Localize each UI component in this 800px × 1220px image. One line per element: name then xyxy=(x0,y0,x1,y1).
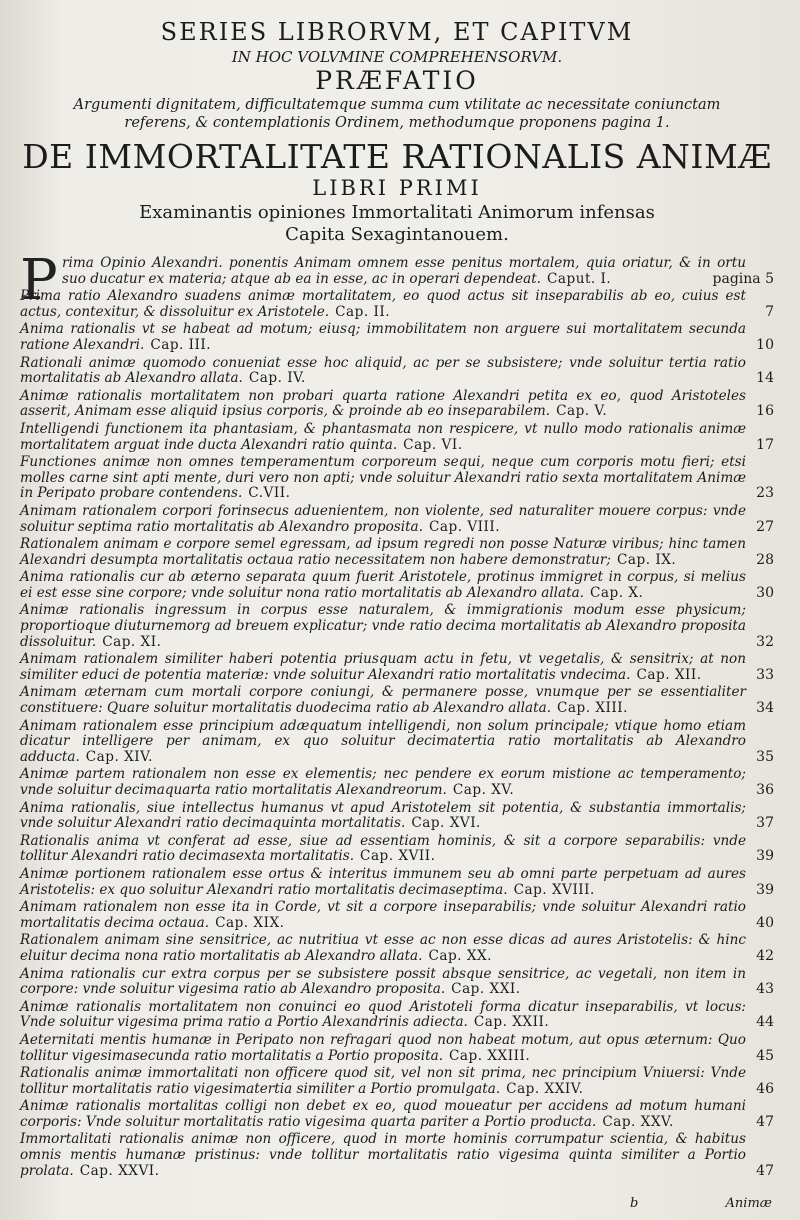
page-number: 37 xyxy=(756,815,774,832)
chapter-text: Rationalem animam sine sensitrice, ac nutritiua vt esse ac non esse dicas ad aures Aristotelis: & hinc eluitur decima nona ratio mortalitatis ab Alexandro allata. xyxy=(20,932,746,964)
chapter-entry xyxy=(20,685,774,716)
chapter-number: Cap. III. xyxy=(150,336,212,353)
page-number: 17 xyxy=(756,436,774,453)
chapter-entry xyxy=(20,570,774,601)
liber-heading: LIBRI PRIMI xyxy=(312,176,482,200)
chapter-number: Cap. VI. xyxy=(403,436,463,453)
chapter-entry xyxy=(20,455,774,502)
chapter-number: Cap. XIV. xyxy=(85,748,153,765)
chapter-number: Cap. XXIII. xyxy=(449,1047,531,1064)
chapter-number: Cap. XIX. xyxy=(215,914,285,931)
chapter-text: Animæ rationalis mortalitatem non probari quarta ratione Alexandri petita ex eo, quod Aristoteles asserit, Animam esse aliquid ipsius corporis, & proinde ab eo inseparabilem. xyxy=(20,387,746,420)
chapter-text: Animam æternam cum mortali corpore coniungi, & permanere posse, vnumque per se essentialiter constituere: Quare soluitur mortalitatis duodecima ratio ab Alexandro allata. xyxy=(20,684,746,717)
chapter-text: Rationali animæ quomodo conueniat esse hoc aliquid, ac per se subsistere; vnde soluitur tertia ratio mortalitatis ab Alexandro allata. xyxy=(20,354,746,387)
chapter-text: Functiones animæ non omnes temperamentum corporeum sequi, neque cum corporis motu fieri; etsi molles carne sint apti mente, duri vero non apti; vnde soluitur Alexandri ratio sexta mortalitatem Animæ in Peripato probare contendens. xyxy=(20,454,746,502)
praefatio-description: Argumenti dignitatem, difficultatemque summa cum vtilitate ac necessitate coniunctam referens, & contemplationis Ordinem, methodumque proponens pagina 1. xyxy=(73,97,721,131)
chapter-text: Animam rationalem corpori forinsecus aduenientem, non violente, sed naturaliter mouere corpus: vnde soluitur septima ratio mortalitatis ab Alexandro proposita. xyxy=(20,502,746,535)
page-number: 39 xyxy=(756,881,774,898)
page-number: 34 xyxy=(756,700,774,717)
subtitle-line-2: Capita Sexagintanouem. xyxy=(285,224,509,245)
chapter-number: Cap. XX. xyxy=(428,947,492,964)
chapter-number: Cap. XVII. xyxy=(360,848,436,865)
chapter-entry xyxy=(20,767,774,798)
page-number: 46 xyxy=(756,1080,774,1097)
page-number: 36 xyxy=(756,782,774,798)
signature-mark: b xyxy=(630,1196,639,1211)
chapter-text: Rationalem animam e corpore semel egressam, ad ipsum regredi non posse Naturæ viribus; hinc tamen Alexandri desumpta mortalitatis octaua ratio necessitatem non habere demonstratur; xyxy=(20,536,746,568)
page-number: 32 xyxy=(756,633,774,650)
page-number: 30 xyxy=(756,584,774,601)
page-number: 23 xyxy=(756,485,774,502)
page-number: 47 xyxy=(756,1162,774,1179)
chapter-entry xyxy=(20,389,774,420)
chapter-text: Animæ rationalis mortalitatem non conuinci eo quod Aristoteli forma dicatur inseparabilis, vt locus: Vnde soluitur vigesima prima ratio a Portio Alexandrinis adiecta. xyxy=(20,998,746,1031)
chapter-text: Animam rationalem non esse ita in Corde, vt sit a corpore inseparabilis; vnde soluitur Alexandri ratio mortalitatis decima octaua. xyxy=(20,899,746,931)
chapter-entry xyxy=(20,504,774,535)
chapter-text: Anima rationalis cur ab æterno separata quum fuerit Aristotele, protinus immigret in corpus, si melius ei est esse sine corpore; vnde soluitur nona ratio mortalitatis ab Alexandro allata. xyxy=(20,569,746,601)
chapter-number: Cap. XXII. xyxy=(473,1014,550,1031)
chapter-entry xyxy=(20,933,774,964)
catchword: Animæ xyxy=(725,1196,772,1211)
chapter-number: Caput. I. xyxy=(546,270,612,287)
page-number: 16 xyxy=(756,403,774,420)
chapter-entry xyxy=(20,537,774,568)
chapter-entry xyxy=(20,1099,774,1130)
chapter-number: Cap. VIII. xyxy=(428,518,501,535)
page-number: 45 xyxy=(756,1047,774,1064)
chapter-number: Cap. XXI. xyxy=(451,981,521,998)
page-number: 47 xyxy=(756,1113,774,1130)
chapter-text: Animæ portionem rationalem esse ortus & interitus immunem seu ab omni parte perpetuam ad aures Aristotelis: ex quo soluitur Alexandri ratio mortalitatis decimaseptima. xyxy=(20,865,746,898)
chapter-number: Cap. XVIII. xyxy=(513,881,595,898)
chapter-entry xyxy=(20,867,774,898)
chapter-number: Cap. XXV. xyxy=(602,1113,674,1130)
chapter-number: Cap. X. xyxy=(590,584,644,601)
page-number: 28 xyxy=(756,551,774,568)
page-number: 14 xyxy=(756,370,774,387)
chapter-text: Immortalitati rationalis animæ non officere, quod in morte hominis corrumpatur scientia, & habitus omnis mentis humanæ pristinus: vnde tollitur mortalitatis ratio vigesima quinta similiter a Portio prolata. xyxy=(20,1131,746,1179)
series-subtitle: IN HOC VOLVMINE COMPREHENSORVM. xyxy=(231,48,563,66)
chapter-text: Animæ rationalis mortalitas colligi non debet ex eo, quod moueatur per accidens ad motum humani corporis: Vnde soluitur mortalitatis ratio vigesima quarta pariter a Portio producta. xyxy=(20,1098,746,1130)
chapter-text: Anima rationalis, siue intellectus humanus vt apud Aristotelem sit potentia, & substantia immortalis; vnde soluitur Alexandri ratio decimaquinta mortalitatis. xyxy=(20,799,746,832)
chapter-entry xyxy=(20,1000,774,1031)
chapter-entry xyxy=(20,289,774,320)
subtitle-line-1: Examinantis opiniones Immortalitati Animorum infensas xyxy=(139,202,655,223)
page-number: 40 xyxy=(756,914,774,931)
chapter-text: Animam rationalem esse principium adæquatum intelligendi, non solum principale; vtique homo etiam dicatur intelligere per animam, ex quo soluitur decimatertia ratio mortalitatis ab Alexandro adducta. xyxy=(20,717,746,765)
page-number: 39 xyxy=(756,848,774,865)
chapter-entry xyxy=(20,801,774,832)
chapter-list xyxy=(20,248,774,1179)
chapter-entry xyxy=(20,900,774,931)
chapter-number: Cap. IV. xyxy=(248,370,306,387)
chapter-number: Cap. II. xyxy=(335,303,391,320)
page-footer xyxy=(0,1196,772,1216)
chapter-number: Cap. XXIV. xyxy=(506,1080,584,1097)
chapter-text: Rationalis animæ immortalitati non officere quod sit, vel non sit prima, nec principium Vniuersi: Vnde tollitur mortalitatis ratio vigesimatertia similiter a Portio promulgata. xyxy=(20,1065,746,1097)
chapter-text: Anima rationalis vt se habeat ad motum; eiusq; immobilitatem non arguere sui mortalitatem secunda ratione Alexandri. xyxy=(20,321,746,353)
page-number: 44 xyxy=(756,1014,774,1031)
chapter-text: Intelligendi functionem ita phantasiam, & phantasmata non respicere, vt nullo modo rationalis animæ mortalitatem arguat inde ducta Alexandri ratio quinta. xyxy=(20,420,746,453)
page-number: pagina 5 xyxy=(712,270,774,287)
chapter-entry xyxy=(20,322,774,353)
chapter-entry xyxy=(20,1132,774,1179)
chapter-entry xyxy=(20,652,774,683)
chapter-number: Cap. XVI. xyxy=(411,815,481,832)
drop-capital: P xyxy=(20,248,58,313)
main-title: DE IMMORTALITATE RATIONALIS ANIMÆ xyxy=(22,137,772,176)
page-number: 35 xyxy=(756,748,774,765)
chapter-entry xyxy=(20,834,774,865)
chapter-entry xyxy=(20,1033,774,1064)
chapter-number: Cap. XI. xyxy=(102,633,162,650)
chapter-number: C.VII. xyxy=(248,485,291,502)
chapter-text: Aeternitati mentis humanæ in Peripato non refragari quod non habeat motum, aut opus æternum: Quo tollitur vigesimasecunda ratio mortalitatis a Portio proposita. xyxy=(20,1031,746,1064)
chapter-text: rima Opinio Alexandri. ponentis Animam omnem esse penitus mortalem, quia oriatur, & in ortu suo ducatur ex materia; atque ab ea in esse, ac in operari dependeat. xyxy=(62,255,746,287)
chapter-text: Animam rationalem similiter haberi potentia priusquam actu in fetu, vt vegetalis, & sensitrix; at non similiter educi de potentia materiæ: vnde soluitur Alexandri ratio mortalitatis vndecima. xyxy=(20,651,746,683)
page-number: 42 xyxy=(756,947,774,964)
page-number: 43 xyxy=(756,981,774,998)
chapter-text: Prima ratio Alexandro suadens animæ mortalitatem, eo quod actus sit inseparabilis ab eo, cuius est actus, contexitur, & dissoluitur ex Aristotele. xyxy=(20,288,746,320)
chapter-number: Cap. XXVI. xyxy=(79,1162,160,1179)
series-title: SERIES LIBRORVM, ET CAPITVM xyxy=(160,18,634,46)
chapter-number: Cap. XIII. xyxy=(557,700,628,717)
chapter-entry xyxy=(20,719,774,766)
page-number: 33 xyxy=(756,666,774,683)
chapter-entry xyxy=(20,603,774,650)
chapter-number: Cap. V. xyxy=(556,403,608,420)
page-number: 27 xyxy=(756,518,774,535)
chapter-text: Animæ partem rationalem non esse ex elementis; nec pendere ex eorum mistione ac temperamento; vnde soluitur decimaquarta ratio mortalitatis Alexandreorum. xyxy=(20,766,746,798)
chapter-entry xyxy=(20,967,774,998)
praefatio-heading: PRÆFATIO xyxy=(315,66,479,95)
chapter-number: Cap. XV. xyxy=(452,782,515,798)
chapter-entry xyxy=(20,1066,774,1097)
page-number: 10 xyxy=(756,336,774,353)
chapter-entry xyxy=(20,422,774,453)
chapter-text: Animæ rationalis ingressum in corpus esse naturalem, & immigrationis modum esse physicum; proportioque diuturnemorg ad breuem explicatur; vnde ratio decima mortalitatis ab Alexandro proposita dissoluitur. xyxy=(20,602,746,650)
chapter-number: Cap. IX. xyxy=(616,551,677,568)
chapter-text: Rationalis anima vt conferat ad esse, siue ad essentiam hominis, & sit a corpore separabilis: vnde tollitur Alexandri ratio decimasexta mortalitatis. xyxy=(20,832,746,865)
chapter-entry xyxy=(20,356,774,387)
page-number: 7 xyxy=(765,303,774,320)
chapter-number: Cap. XII. xyxy=(636,666,702,683)
chapter-text: Anima rationalis cur extra corpus per se subsistere possit absque sensitrice, ac vegetali, non item in corpore: vnde soluitur vigesima ratio ab Alexandro proposita. xyxy=(20,965,746,998)
